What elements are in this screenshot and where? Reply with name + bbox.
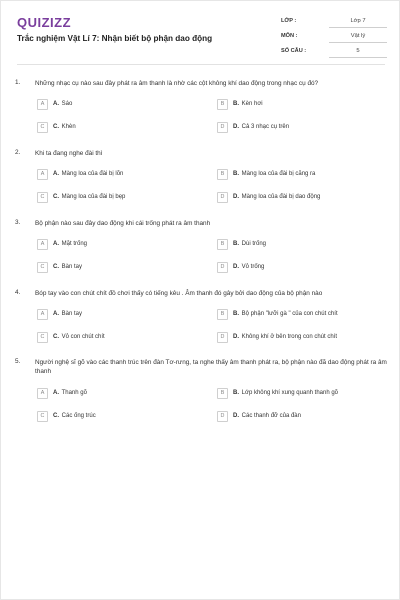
question-text: Bóp tay vào con chút chít đồ chơi thấy có tiếng kêu . Âm thanh đó gây bởi dao động của bộ phận nào (35, 290, 323, 297)
meta-value-subject: Vật lý (329, 30, 387, 43)
option-letter-box: B (217, 388, 228, 399)
worksheet-title: Trắc nghiệm Vật Lí 7: Nhận biết bộ phận dao động (17, 34, 213, 43)
option-letter-box: C (37, 332, 48, 343)
option-text (53, 101, 72, 107)
option-prefix: D. (233, 334, 239, 340)
option-label: Các thanh đỡ của đàn (241, 413, 301, 419)
option-label: Thanh gõ (61, 390, 87, 396)
option-label: Màng loa của đài bị dao động (241, 194, 321, 200)
option-label: Mặt trống (61, 241, 88, 247)
option-prefix: D. (233, 124, 239, 130)
option-prefix: B. (233, 311, 239, 317)
option-label: Sáo (61, 101, 73, 107)
option-letter-box: A (37, 169, 48, 180)
option-label: Vỏ trống (241, 264, 265, 270)
question-text: Người nghệ sĩ gõ vào các thanh trúc trên đàn Tơ-rưng, ta nghe thấy âm thanh phát ra, bộ phận nào đã dao động phát ra âm thanh (35, 359, 387, 375)
meta-row-count (281, 45, 387, 60)
meta-row-class (281, 15, 387, 30)
option-prefix: A. (53, 241, 59, 247)
option-label: Khèn (61, 124, 76, 130)
option-letter-box: D (217, 122, 228, 133)
option-text (233, 390, 338, 396)
question-text: Khi ta đang nghe đài thì (35, 150, 103, 157)
meta-value-class: Lớp 7 (329, 15, 387, 28)
option-text (53, 124, 76, 130)
question-number: 2. (15, 149, 21, 156)
option-prefix: B. (233, 101, 239, 107)
option-letter-box: A (37, 239, 48, 250)
option-text (233, 311, 338, 317)
option-prefix: C. (53, 194, 59, 200)
option-prefix: A. (53, 311, 59, 317)
option-text (233, 171, 315, 177)
option-prefix: B. (233, 241, 239, 247)
option-text (233, 413, 301, 419)
option-letter-box: D (217, 192, 228, 203)
option-prefix: A. (53, 171, 59, 177)
option-label: Không khí ở bên trong con chút chít (241, 334, 338, 340)
option-text (233, 334, 337, 340)
option-text (53, 334, 105, 340)
meta-label: MÔN : (281, 33, 298, 39)
option-label: Màng loa của đài bị căng ra (241, 171, 316, 177)
meta-label: SỐ CÂU : (281, 48, 307, 54)
option-prefix: D. (233, 194, 239, 200)
option-letter-box: A (37, 99, 48, 110)
option-label: Bàn tay (61, 264, 83, 270)
option-text (53, 171, 123, 177)
meta-info (281, 15, 387, 60)
option-letter-box: C (37, 262, 48, 273)
option-text (53, 413, 96, 419)
option-label: Màng loa của đài bị lõn (61, 171, 124, 177)
meta-label: LỚP : (281, 18, 297, 24)
option-label: Bộ phận "lưỡi gà " của con chút chít (241, 311, 338, 317)
option-label: Vỏ con chút chít (61, 334, 105, 340)
option-prefix: C. (53, 413, 59, 419)
option-text (233, 194, 320, 200)
option-prefix: D. (233, 264, 239, 270)
option-label: Lớp không khí xung quanh thanh gõ (241, 390, 339, 396)
meta-value-count: 5 (329, 45, 387, 58)
option-prefix: C. (53, 264, 59, 270)
option-text (53, 241, 87, 247)
option-letter-box: C (37, 411, 48, 422)
option-text (53, 264, 82, 270)
question-text: Những nhạc cụ nào sau đây phát ra âm thanh là nhờ các cột không khí dao động trong nhạc cụ đó? (35, 80, 319, 87)
option-label: Cả 3 nhạc cụ trên (241, 124, 290, 130)
option-prefix: B. (233, 390, 239, 396)
meta-row-subject (281, 30, 387, 45)
option-prefix: A. (53, 101, 59, 107)
option-letter-box: B (217, 169, 228, 180)
option-label: Kèn hơi (241, 101, 263, 107)
option-label: Dùi trống (241, 241, 267, 247)
option-prefix: C. (53, 124, 59, 130)
option-letter-box: A (37, 309, 48, 320)
question-number: 1. (15, 79, 21, 86)
option-label: Màng loa của đài bị bẹp (61, 194, 126, 200)
option-letter-box: C (37, 192, 48, 203)
option-letter-box: D (217, 332, 228, 343)
option-letter-box: B (217, 239, 228, 250)
option-letter-box: D (217, 262, 228, 273)
option-label: Các ống trúc (61, 413, 96, 419)
option-prefix: A. (53, 390, 59, 396)
option-text (233, 124, 289, 130)
question-number: 3. (15, 219, 21, 226)
option-text (53, 311, 82, 317)
option-prefix: D. (233, 413, 239, 419)
option-letter-box: B (217, 99, 228, 110)
question-text: Bộ phận nào sau đây dao động khi cái trống phát ra âm thanh (35, 220, 211, 227)
option-prefix: B. (233, 171, 239, 177)
option-text (233, 241, 266, 247)
quizizz-logo: QUIZIZZ (17, 15, 72, 30)
worksheet-header (17, 15, 387, 61)
question-number: 4. (15, 289, 21, 296)
option-text (53, 390, 87, 396)
option-letter-box: D (217, 411, 228, 422)
option-letter-box: C (37, 122, 48, 133)
option-label: Bàn tay (61, 311, 83, 317)
option-text (233, 101, 263, 107)
option-text (53, 194, 125, 200)
option-letter-box: A (37, 388, 48, 399)
question-number: 5. (15, 358, 21, 365)
header-divider (17, 64, 385, 65)
option-prefix: C. (53, 334, 59, 340)
option-text (233, 264, 264, 270)
option-letter-box: B (217, 309, 228, 320)
